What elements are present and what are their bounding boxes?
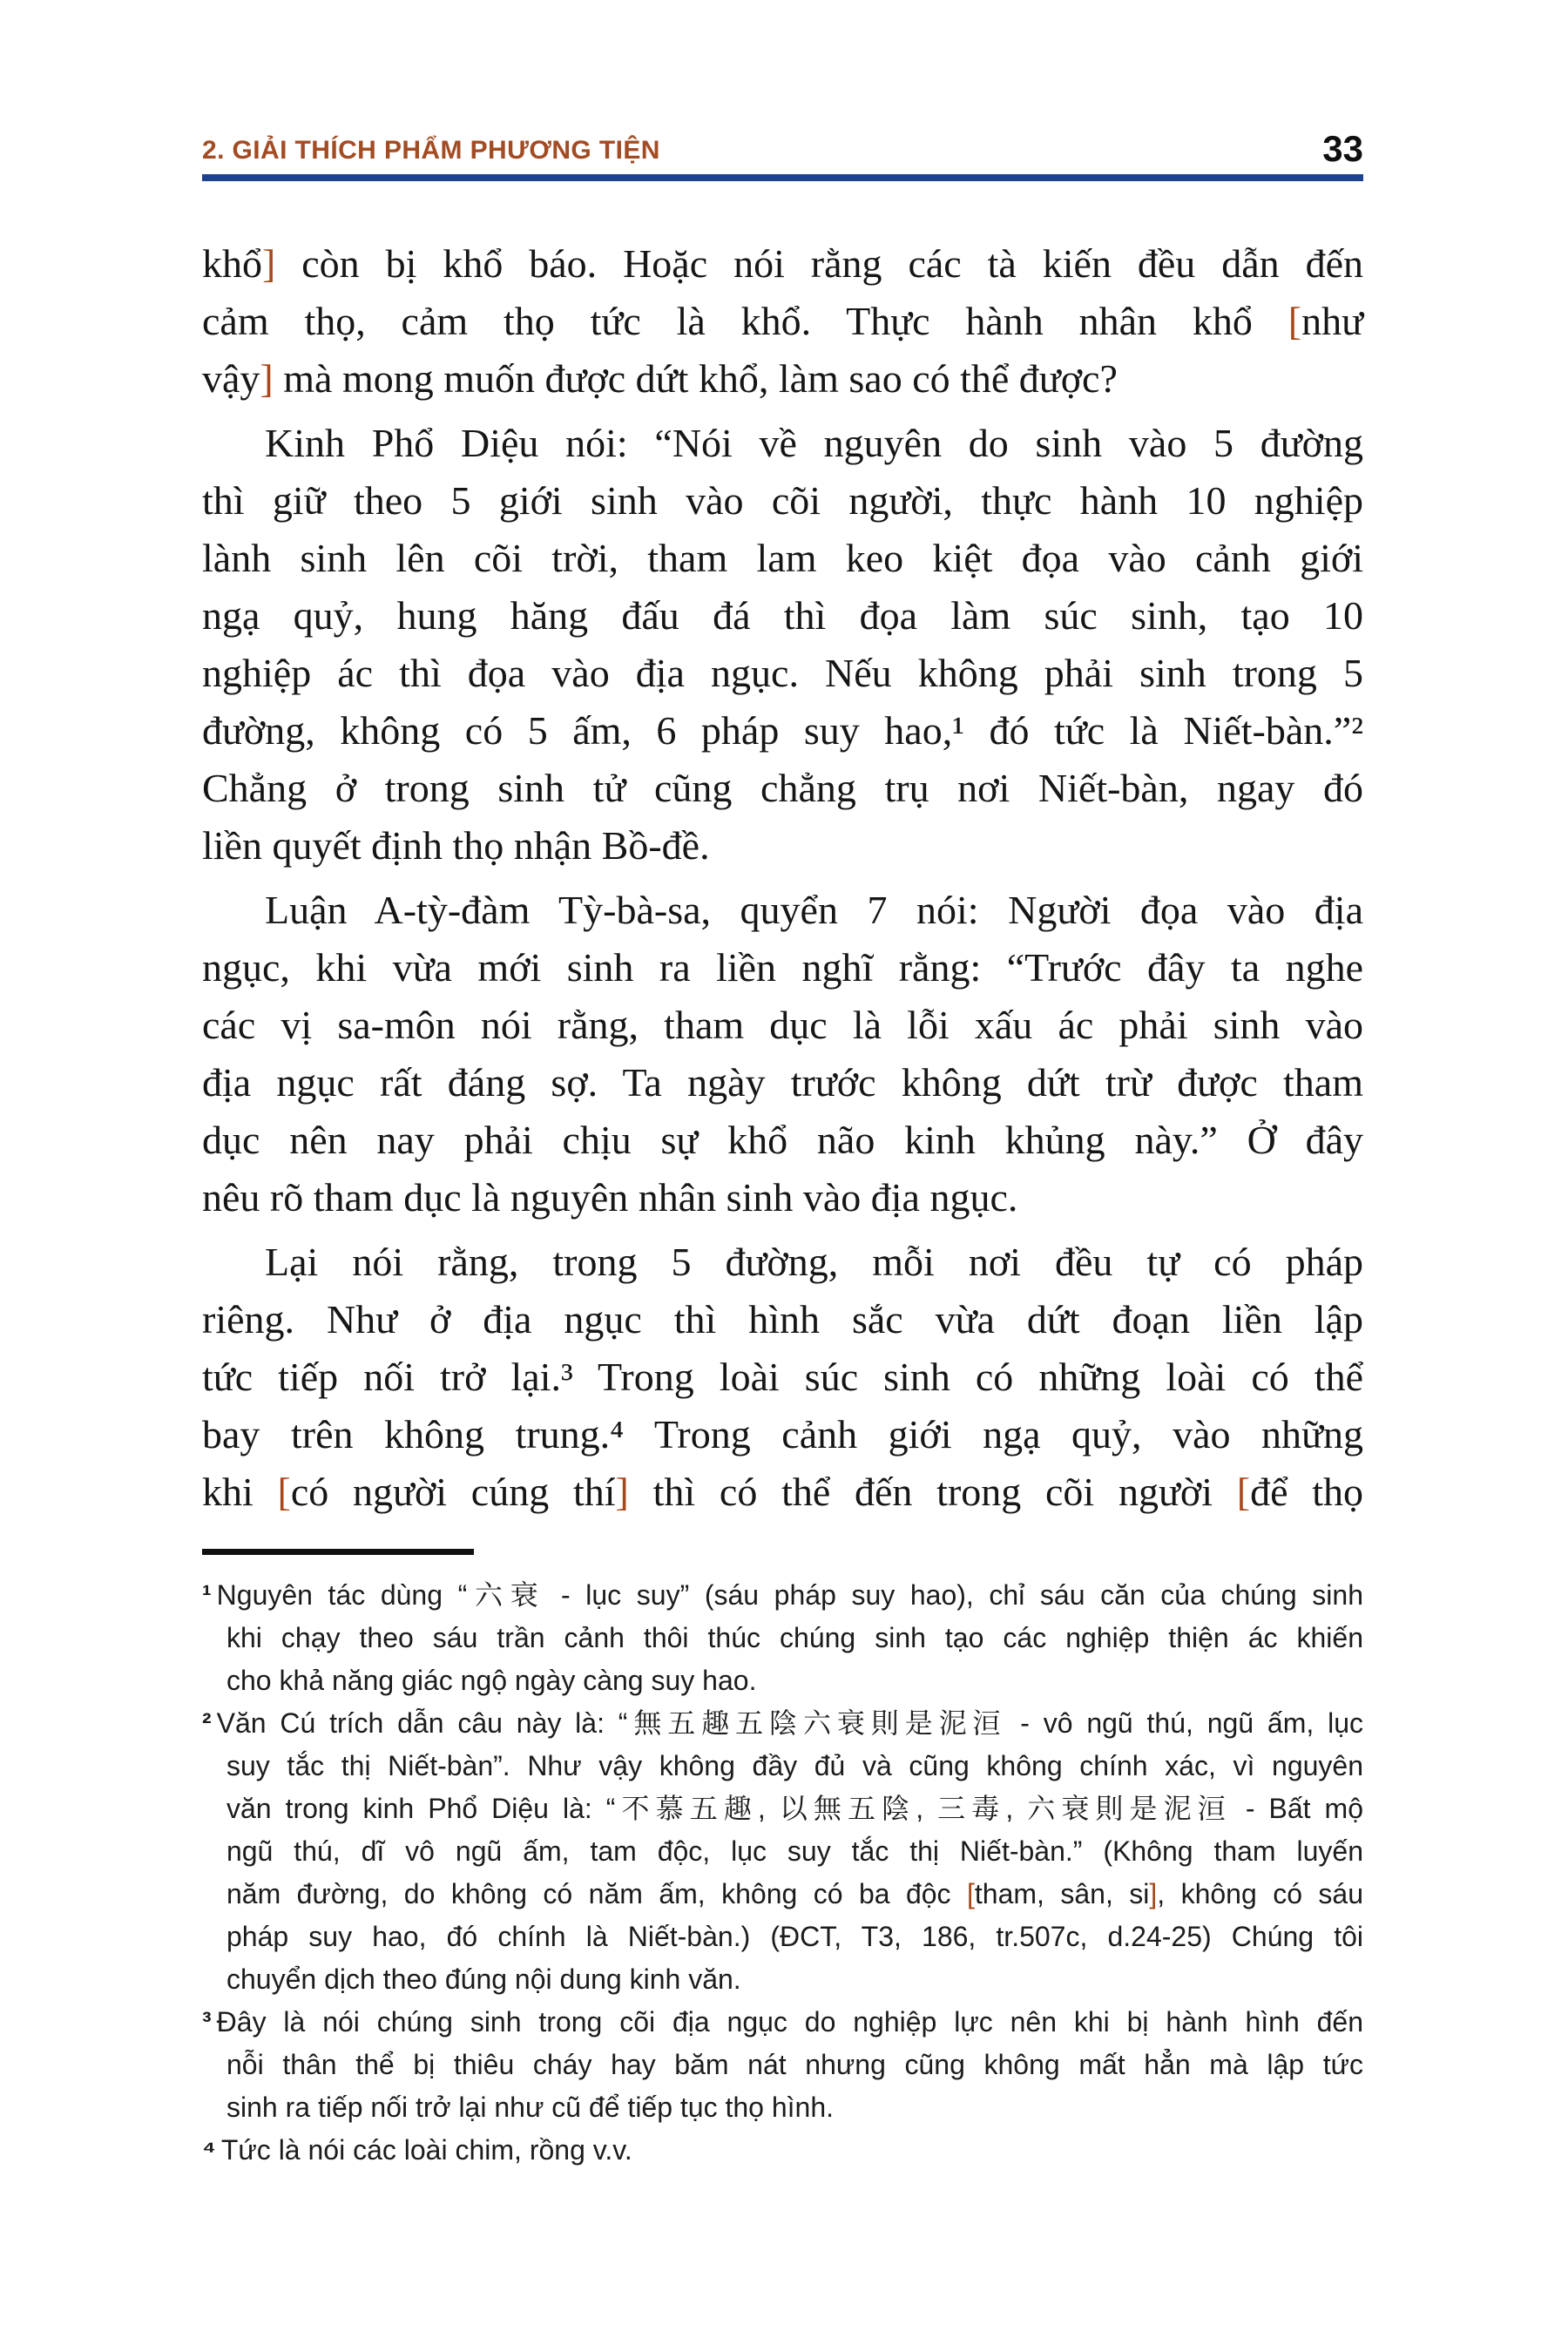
body-line: khổ] còn bị khổ báo. Hoặc nói rằng các tà kiến đều dẫn đến: [202, 241, 1363, 286]
footnote-separator: [202, 1549, 474, 1555]
footnote-line: ² Văn Cú trích dẫn câu này là: “無五趣五陰六衰則是泥洹 - vô ngũ thú, ngũ ấm, lục: [202, 1707, 1363, 1739]
footnote-line: chuyển dịch theo đúng nội dung kinh văn.: [226, 1963, 741, 1995]
footnote: [202, 1702, 1363, 2001]
footnote: [202, 1574, 1363, 1702]
editorial-bracket: ]: [615, 1470, 629, 1514]
footnote-line: văn trong kinh Phổ Diệu là: “不慕五趣, 以無五陰, 三毒, 六衰則是泥洹 - Bất mộ: [226, 1793, 1363, 1824]
body-paragraph: [202, 415, 1363, 875]
footnote-line: ¹ Nguyên tác dùng “六衰 - lục suy” (sáu pháp suy hao), chỉ sáu căn của chúng sinh: [202, 1579, 1363, 1611]
body-line: các vị sa-môn nói rằng, tham dục là lỗi xấu ác phải sinh vào: [202, 1003, 1363, 1047]
body-line: Chẳng ở trong sinh tử cũng chẳng trụ nơi Niết-bàn, ngay đó: [202, 766, 1363, 810]
footnote-line: ngũ thú, dĩ vô ngũ ấm, tam độc, lục suy tắc thị Niết-bàn.” (Không tham luyến: [226, 1835, 1363, 1867]
footnotes-section: [202, 1574, 1363, 2172]
running-header-title: 2. GIẢI THÍCH PHẨM PHƯƠNG TIỆN: [202, 136, 660, 165]
footnote-line: suy tắc thị Niết-bàn”. Như vậy không đầy đủ và cũng không chính xác, vì nguyên: [226, 1750, 1363, 1781]
page-number: 33: [1322, 128, 1363, 169]
footnote: [202, 2001, 1363, 2129]
footnote-line: sinh ra tiếp nối trở lại như cũ để tiếp tục thọ hình.: [226, 2092, 835, 2123]
body-line: đường, không có 5 ấm, 6 pháp suy hao,¹ đó tức là Niết-bàn.”²: [202, 708, 1363, 753]
body-line: tức tiếp nối trở lại.³ Trong loài súc sinh có những loài có thể: [202, 1355, 1363, 1399]
body-line: thì giữ theo 5 giới sinh vào cõi người, thực hành 10 nghiệp: [202, 478, 1363, 523]
editorial-bracket: ]: [1149, 1878, 1158, 1909]
body-line: Kinh Phổ Diệu nói: “Nói về nguyên do sinh vào 5 đường: [265, 421, 1363, 465]
body-paragraph: [202, 235, 1363, 408]
body-paragraph: [202, 882, 1363, 1227]
footnote-line: nỗi thân thể bị thiêu cháy hay băm nát nhưng cũng không mất hẳn mà lập tức: [226, 2049, 1363, 2080]
body-line: cảm thọ, cảm thọ tức là khổ. Thực hành nhân khổ [như: [202, 299, 1363, 343]
body-line: ngạ quỷ, hung hăng đấu đá thì đọa làm súc sinh, tạo 10: [202, 593, 1363, 638]
body-line: địa ngục rất đáng sợ. Ta ngày trước không dứt trừ được tham: [202, 1060, 1363, 1105]
body-line: nêu rõ tham dục là nguyên nhân sinh vào địa ngục.: [202, 1175, 1018, 1220]
body-text: [202, 235, 1363, 1521]
footnote: [202, 2129, 1363, 2172]
body-line: dục nên nay phải chịu sự khổ não kinh khủng này.” Ở đây: [202, 1118, 1363, 1162]
footnote-line: ⁴ Tức là nói các loài chim, rồng v.v.: [202, 2134, 632, 2166]
footnote-line: cho khả năng giác ngộ ngày càng suy hao.: [226, 1665, 757, 1696]
body-line: Luận A-tỳ-đàm Tỳ-bà-sa, quyển 7 nói: Người đọa vào địa: [265, 888, 1363, 932]
editorial-bracket: [: [967, 1878, 975, 1909]
footnote-line: khi chạy theo sáu trần cảnh thôi thúc chúng sinh tạo các nghiệp thiện ác khiến: [226, 1622, 1363, 1653]
editorial-bracket: ]: [260, 356, 274, 401]
body-line: lành sinh lên cõi trời, tham lam keo kiệt đọa vào cảnh giới: [202, 536, 1363, 580]
editorial-bracket: [: [277, 1470, 291, 1514]
body-line: khi [có người cúng thí] thì có thể đến trong cõi người [để thọ: [202, 1470, 1364, 1514]
content-column: [202, 129, 1363, 2172]
footnote-marker: ¹: [202, 1579, 212, 1611]
editorial-bracket: [: [1288, 299, 1302, 343]
editorial-bracket: [: [1236, 1470, 1251, 1514]
editorial-bracket: ]: [262, 241, 276, 286]
body-line: Lại nói rằng, trong 5 đường, mỗi nơi đều tự có pháp: [265, 1240, 1363, 1284]
footnote-line: pháp suy hao, đó chính là Niết-bàn.) (ĐCT, T3, 186, tr.507c, d.24-25) Chúng tôi: [226, 1921, 1363, 1952]
footnote-marker: ²: [202, 1707, 212, 1739]
page-header: [202, 129, 1363, 167]
body-line: ngục, khi vừa mới sinh ra liền nghĩ rằng: “Trước đây ta nghe: [202, 945, 1363, 990]
body-line: liền quyết định thọ nhận Bồ-đề.: [202, 823, 710, 868]
body-line: nghiệp ác thì đọa vào địa ngục. Nếu không phải sinh trong 5: [202, 651, 1363, 695]
footnote-line: năm đường, do không có năm ấm, không có ba độc [tham, sân, si], không có sáu: [226, 1878, 1364, 1909]
footnote-marker: ³: [202, 2006, 212, 2038]
body-paragraph: [202, 1233, 1363, 1521]
body-line: bay trên không trung.⁴ Trong cảnh giới ngạ quỷ, vào những: [202, 1412, 1363, 1456]
body-line: riêng. Như ở địa ngục thì hình sắc vừa dứt đoạn liền lập: [202, 1297, 1363, 1342]
footnote-marker: ⁴: [202, 2134, 216, 2166]
body-line: vậy] mà mong muốn được dứt khổ, làm sao có thể được?: [202, 356, 1118, 401]
header-rule: [202, 174, 1363, 181]
footnote-line: ³ Đây là nói chúng sinh trong cõi địa ngục do nghiệp lực nên khi bị hành hình đến: [202, 2006, 1363, 2038]
